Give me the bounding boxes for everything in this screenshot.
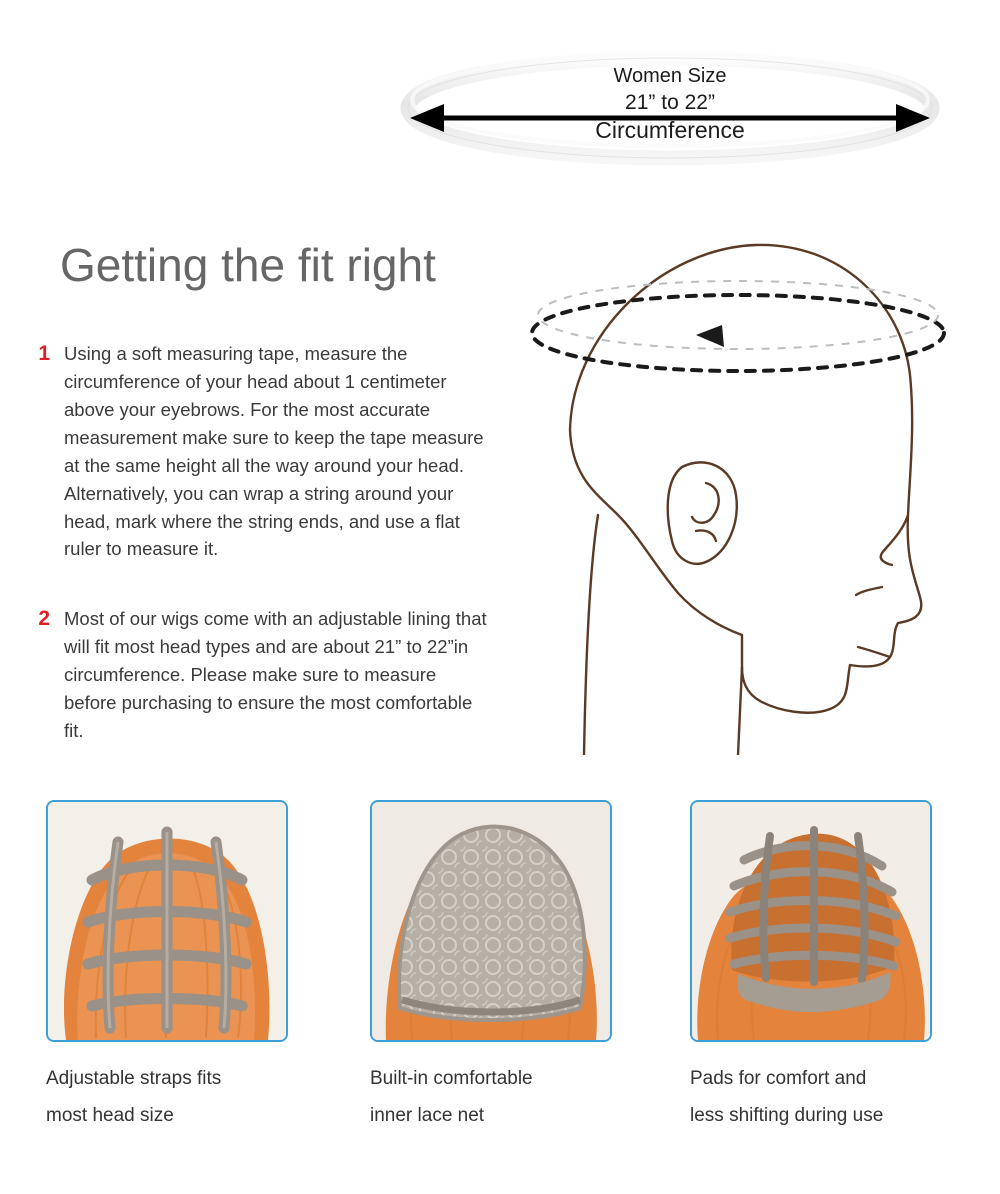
feature-card-2-caption-line2: inner lace net [370,1105,485,1127]
band-label-circumference: Circumference [595,117,745,144]
head-measurement-illustration [510,215,970,755]
feature-card-3-caption-line2: less shifting during use [690,1105,884,1127]
feature-card-comfort-pads [690,800,930,1134]
step-2-number: 2 [38,607,50,630]
feature-card-inner-lace-net [370,800,610,1134]
band-label-size-range: 21” to 22” [625,90,715,114]
feature-card-2-caption [370,1060,610,1134]
feature-card-3-caption-line1: Pads for comfort and [690,1068,867,1089]
size-band-section [0,0,1000,200]
step-1-number: 1 [38,342,50,365]
step-1-text: Using a soft measuring tape, measure the circumference of your head about 1 centimeter above your eyebrows. For the most accurate measurement make sure to keep the tape measure at the same height all the way around your head. Alternatively, you can wrap a string around your head, mark where the string ends, and use a flat ruler to measure it. [64,343,484,560]
page-title: Getting the fit right [60,239,436,291]
feature-card-1-caption [46,1060,286,1134]
wig-cap-comfort-pads-image [690,800,932,1042]
instruction-step-2 [28,605,488,745]
wig-cap-inner-lace-net-image [370,800,612,1042]
feature-card-2-caption-line1: Built-in comfortable [370,1068,533,1089]
feature-card-1-caption-line2: most head size [46,1105,174,1127]
band-label-women-size: Women Size [613,65,727,87]
wig-cap-adjustable-straps-image [46,800,288,1042]
instruction-step-1 [28,340,488,563]
feature-card-adjustable-straps [46,800,286,1134]
feature-cards [0,800,1000,1180]
size-band-labels [400,64,940,146]
feature-card-3-caption [690,1060,930,1134]
feature-card-1-caption-line1: Adjustable straps fits [46,1068,222,1089]
step-2-text: Most of our wigs come with an adjustable lining that will fit most head types and are about 21” to 22”in circumference. Please make sure to measure before purchasing to ensure the most comfortable fit. [64,608,487,741]
